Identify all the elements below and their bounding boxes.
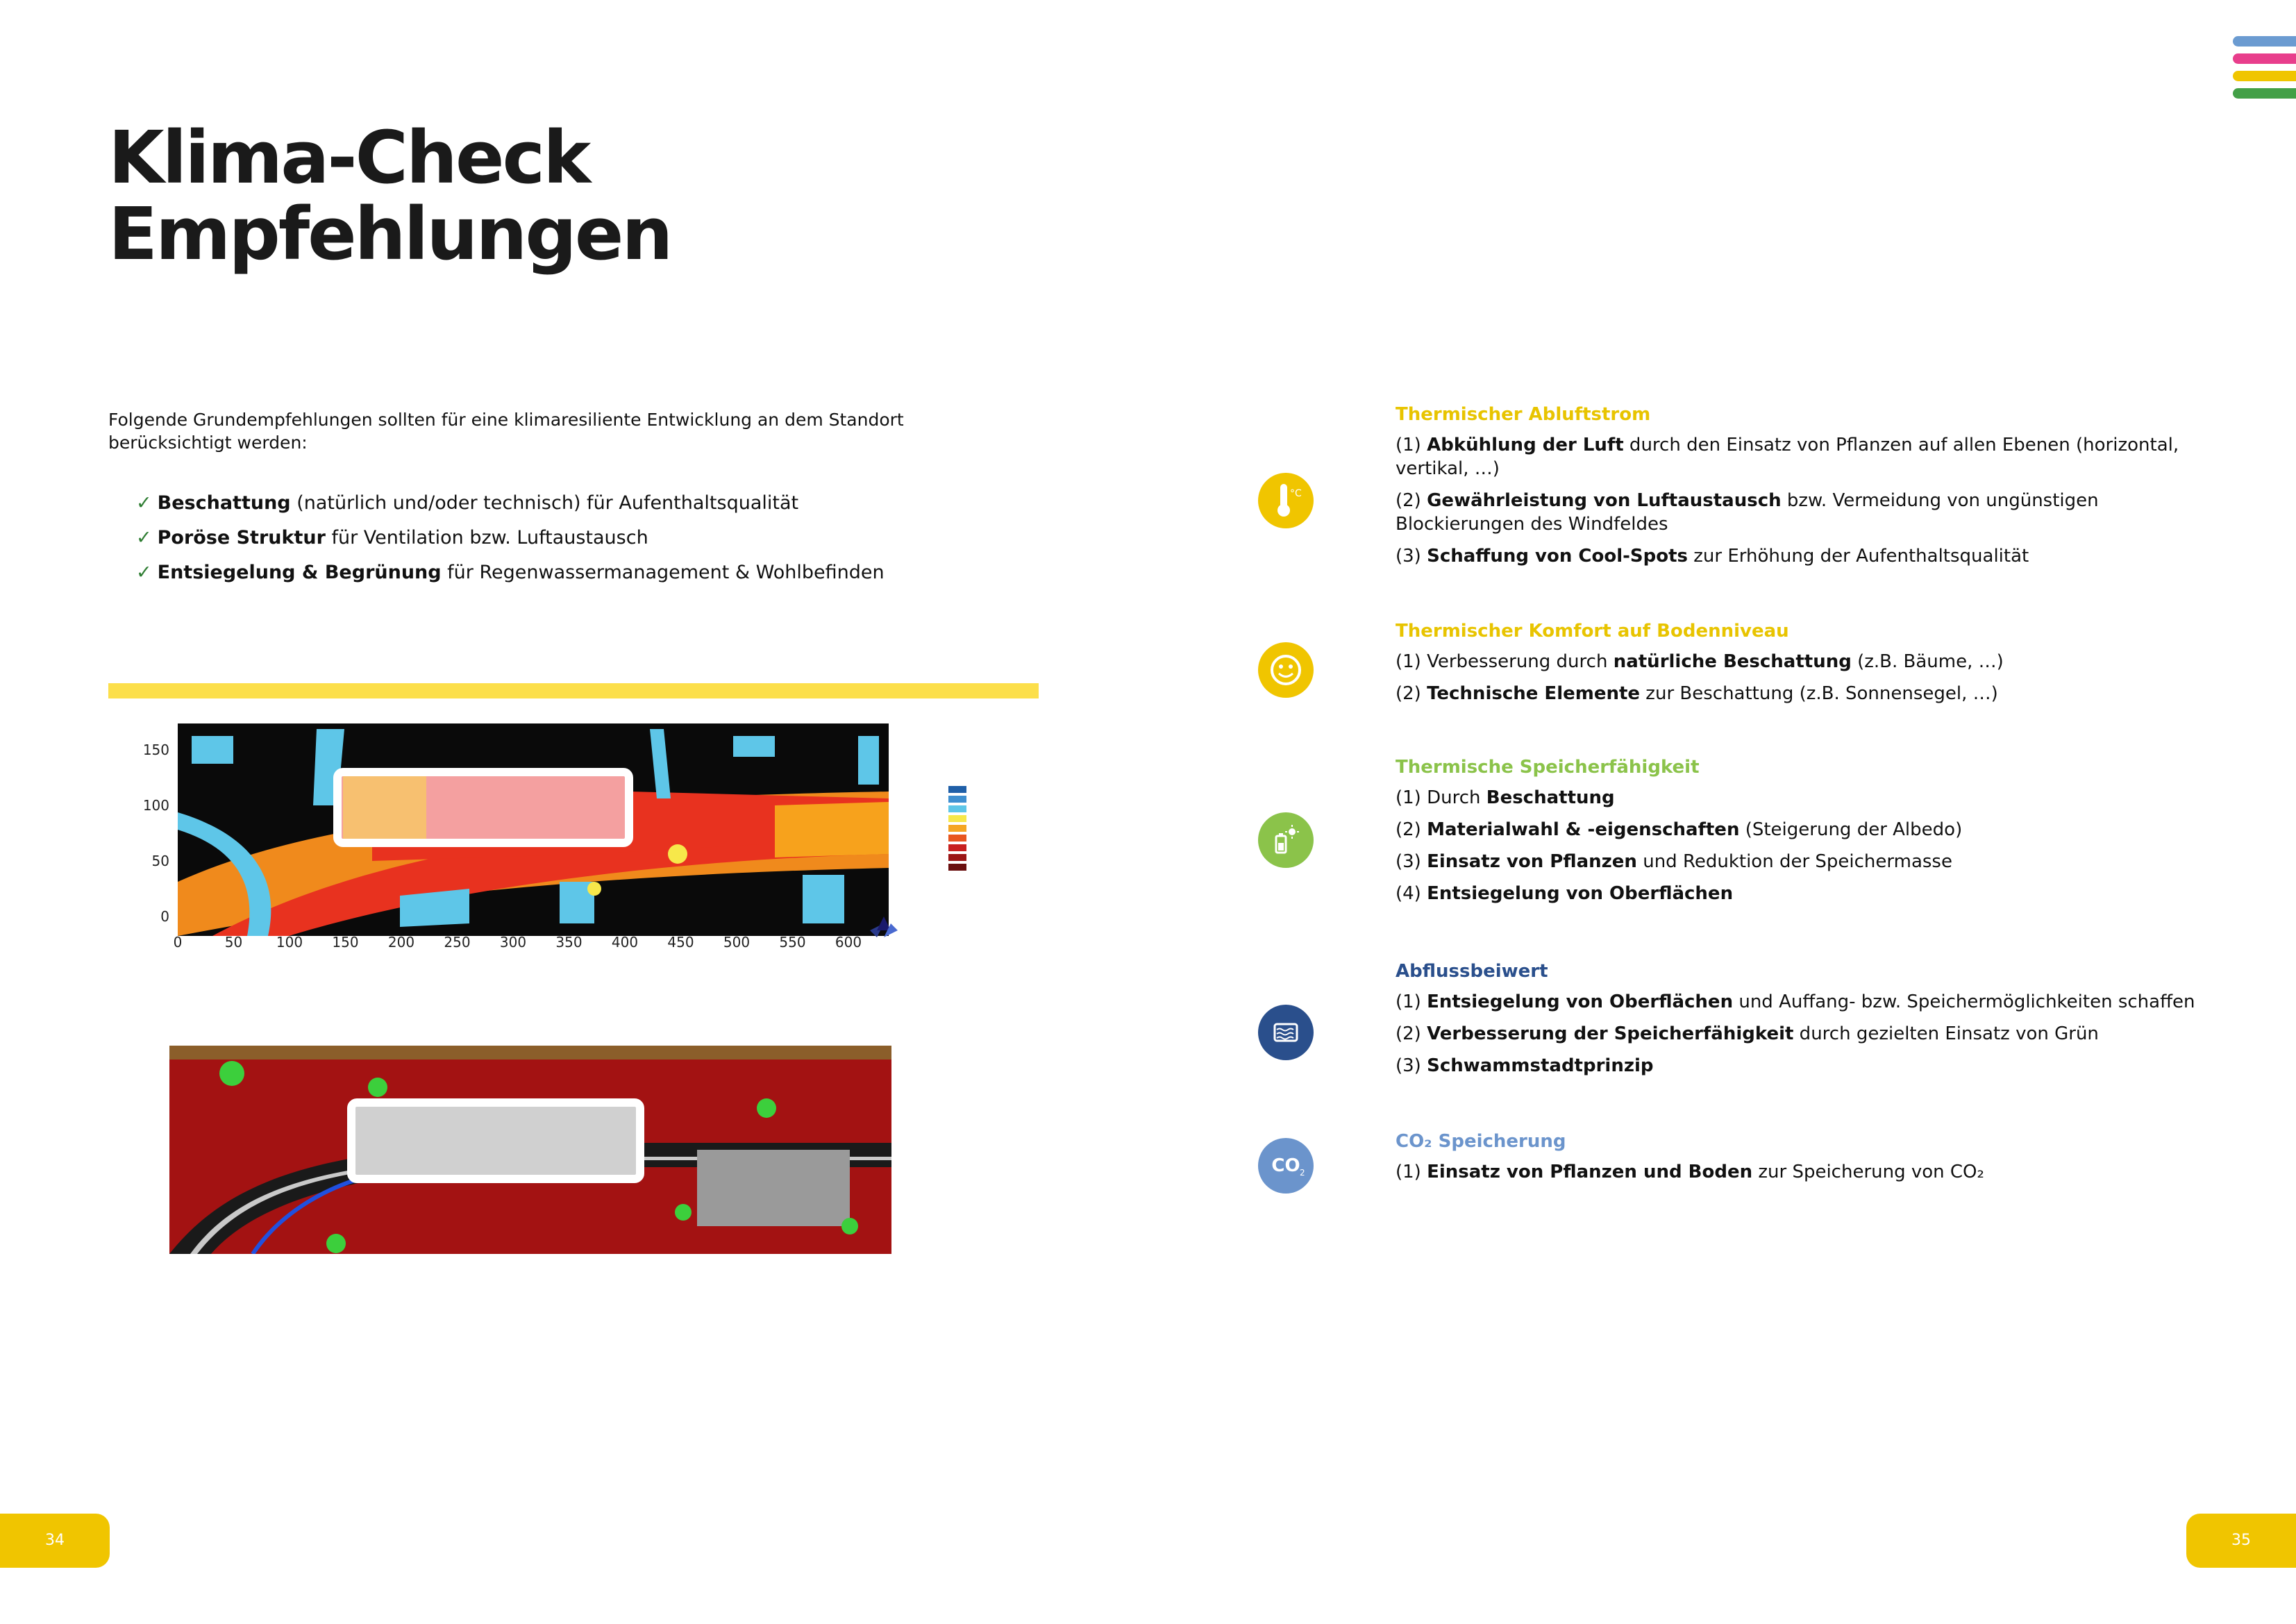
map-x-tick: 550 [779,934,806,951]
section-co2-speicherung [1396,1130,2201,1192]
section-thermischer-abluftstrom [1396,403,2201,576]
section-heading: CO₂ Speicherung [1396,1131,1566,1152]
map-x-tick: 250 [444,934,471,951]
section-item: (2) Materialwahl & -eigenschaften (Steigerung der Albedo) [1396,819,1963,840]
map-x-tick: 200 [387,934,415,951]
page-title [108,115,671,276]
map-y-tick: 50 [151,853,169,869]
section-item: (1) Entsiegelung von Oberflächen und Auffang- bzw. Speichermöglichkeiten schaffen [1396,991,2195,1012]
water-icon [1258,1005,1314,1060]
section-item: (3) Einsatz von Pflanzen und Reduktion der Speichermasse [1396,851,1952,872]
svg-text:2: 2 [1300,1168,1305,1178]
section-item: (2) Gewährleistung von Luftaustausch bzw. Vermeidung von ungünstigen Blockierungen des Windfeldes [1396,490,2099,535]
map-y-axis [143,742,169,925]
page-number-left: 34 [0,1514,110,1568]
thermometer-icon [1258,473,1314,528]
thermal-map-raster [178,723,889,936]
thermal-map [108,715,983,965]
stripe-yellow [2233,71,2296,81]
map-x-axis [174,934,862,951]
map-x-tick: 350 [555,934,583,951]
section-item: (1) Einsatz von Pflanzen und Boden zur Speicherung von CO₂ [1396,1162,1984,1182]
map-y-tick: 100 [142,797,169,814]
color-stripes [2233,36,2296,106]
title-line-2: Empfehlungen [108,192,671,276]
map-y-tick: 0 [160,908,169,925]
section-thermischer-komfort [1396,619,2201,714]
map-x-tick: 450 [667,934,694,951]
section-abflussbeiwert [1396,960,2201,1086]
section-item: (1) Durch Beschattung [1396,787,1615,808]
legend-swatch [948,805,966,812]
section-heading: Thermischer Komfort auf Bodenniveau [1396,621,1789,642]
map-x-tick: 400 [611,934,639,951]
map-x-tick: 150 [332,934,359,951]
checkmark-icon: ✓ [136,562,152,583]
legend-swatch [948,815,966,822]
thermal-map-svg [108,715,983,965]
intro-text: Folgende Grundempfehlungen sollten für eine klimaresiliente Entwicklung an dem Standort berücksichtigt werden: [108,410,904,453]
section-item: (2) Technische Elemente zur Beschattung (z.B. Sonnensegel, …) [1396,683,1998,704]
map-y-tick: 150 [142,742,169,758]
page-number-right: 35 [2186,1514,2296,1568]
stripe-pink [2233,53,2296,64]
section-heading: Thermischer Abluftstrom [1396,404,1651,425]
checkmark-icon: ✓ [136,527,152,549]
legend-swatch [948,844,966,851]
map-x-tick: 50 [224,934,243,951]
legend-swatch [948,864,966,871]
legend-swatch [948,835,966,842]
check-item: ✓ Entsiegelung & Begrünung für Regenwassermanagement & Wohlbefinden [136,562,885,583]
section-item: (3) Schaffung von Cool-Spots zur Erhöhung der Aufenthaltsqualität [1396,546,2029,567]
map-x-tick: 500 [723,934,751,951]
section-heading: Abflussbeiwert [1396,961,1548,982]
section-item: (4) Entsiegelung von Oberflächen [1396,883,1734,904]
svg-text:°C: °C [1290,488,1302,499]
map-x-tick: 300 [499,934,527,951]
section-speicherfaehigkeit [1396,755,2201,914]
building-3d-map [169,1046,891,1254]
legend-swatch [948,796,966,803]
section-item: (1) Abkühlung der Luft durch den Einsatz von Pflanzen auf allen Ebenen (horizontal, vertikal, …) [1396,435,2179,479]
map-x-tick: 0 [173,934,183,951]
co2-icon [1258,1138,1314,1194]
svg-text:CO: CO [1271,1155,1300,1176]
stripe-blue [2233,36,2296,47]
section-item: (3) Schwammstadtprinzip [1396,1055,1654,1076]
map-caption-band [108,683,1039,698]
stripe-green [2233,88,2296,99]
legend-swatch [948,786,966,793]
smiley-icon [1258,642,1314,698]
building-3d-map-svg [169,1046,891,1254]
temperature-legend [948,786,966,871]
title-line-1: Klima-Check [108,115,589,200]
section-item: (1) Verbesserung durch natürliche Beschattung (z.B. Bäume, …) [1396,651,2004,672]
battery-sun-icon [1258,812,1314,868]
section-heading: Thermische Speicherfähigkeit [1396,757,1700,778]
legend-swatch [948,825,966,832]
check-item: ✓ Poröse Struktur für Ventilation bzw. Luftaustausch [136,527,648,549]
check-item: ✓ Beschattung (natürlich und/oder technisch) für Aufenthaltsqualität [136,492,799,514]
recommendation-checklist [136,486,885,590]
map-x-tick: 600 [835,934,862,951]
legend-swatch [948,854,966,861]
checkmark-icon: ✓ [136,492,152,514]
map-x-tick: 100 [276,934,303,951]
section-item: (2) Verbesserung der Speicherfähigkeit durch gezielten Einsatz von Grün [1396,1023,2099,1044]
